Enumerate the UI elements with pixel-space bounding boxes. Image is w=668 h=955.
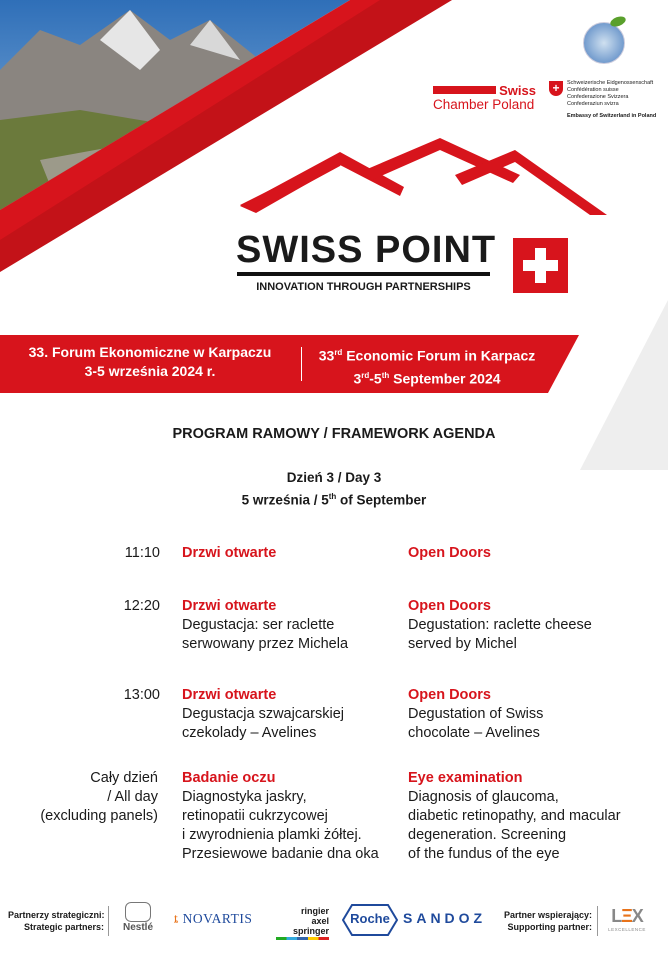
swiss-flag-icon xyxy=(513,238,568,293)
swiss-shield-icon: + xyxy=(549,81,563,96)
row-title-pl: Drzwi otwarte xyxy=(182,598,277,614)
ringier-axel-springer-logo: ringier axel springer xyxy=(276,906,329,940)
supporting-partner-label: Partner wspierający: Supporting partner: xyxy=(503,910,592,932)
banner-en: 33rd Economic Forum in Karpacz 3rd-5th September 2024 xyxy=(318,347,536,387)
row-time: Cały dzień / All day (excluding panels) xyxy=(40,770,158,824)
divider xyxy=(108,906,109,936)
lexcellence-logo: LΞX LEXCELLENCE xyxy=(608,906,646,932)
agenda-heading: PROGRAM RAMOWY / FRAMEWORK AGENDA xyxy=(172,426,496,442)
row-time: 12:20 xyxy=(123,598,160,614)
strategic-partners-label: Partnerzy strategiczni: Strategic partners: xyxy=(8,910,105,932)
sandoz-logo: SANDOZ xyxy=(403,910,487,926)
swiss-chamber-logo: Swiss Chamber Poland xyxy=(433,82,536,112)
nestle-logo: Nestlé xyxy=(120,902,156,933)
row-desc-pl: Degustacja szwajcarskiej czekolady – Avelines xyxy=(182,706,344,741)
embassy-logo: Schweizerische Eidgenossenschaft Confédération suisse Confederazione Svizzera Confederaziun svizra Embassy of Switzerland in Poland xyxy=(567,80,657,119)
subtitle: INNOVATION THROUGH PARTNERSHIPS xyxy=(256,281,471,293)
roche-text: Roche xyxy=(350,911,390,926)
row-desc-pl: Degustacja: ser raclette serwowany przez Michela xyxy=(182,617,349,652)
row-title-pl: Badanie oczu xyxy=(182,770,276,786)
row-title-pl: Drzwi otwarte xyxy=(182,687,277,703)
row-desc-en: Degustation: raclette cheese served by Michel xyxy=(408,617,592,652)
row-title-en: Open Doors xyxy=(408,598,491,614)
roof-logo xyxy=(240,138,607,215)
economic-forum-logo xyxy=(583,22,625,64)
divider xyxy=(597,906,598,936)
row-time: 11:10 xyxy=(124,545,160,561)
row-desc-en: Diagnosis of glaucoma, diabetic retinopathy, and macular degeneration. Screening of the fundus of the eye xyxy=(408,789,621,862)
agenda-day: Dzień 3 / Day 3 5 września / 5th of September xyxy=(241,470,427,508)
novartis-logo: ȶ NOVARTIS xyxy=(174,911,253,926)
row-desc-pl: Diagnostyka jaskry, retinopatii cukrzycowej i zwyrodnienia plamki żółtej. Przesiewowe badanie dna oka xyxy=(182,789,379,862)
row-title-en: Open Doors xyxy=(408,687,491,703)
row-time: 13:00 xyxy=(123,687,160,703)
row-title-en: Eye examination xyxy=(408,770,523,786)
row-desc-en: Degustation of Swiss chocolate – Avelines xyxy=(408,706,544,741)
row-title-en: Open Doors xyxy=(408,545,491,561)
page-title: SWISS POINT xyxy=(236,229,497,271)
row-title-pl: Drzwi otwarte xyxy=(182,545,277,561)
banner-pl: 33. Forum Ekonomiczne w Karpaczu 3-5 września 2024 r. xyxy=(28,344,272,379)
title-underline xyxy=(237,272,490,276)
